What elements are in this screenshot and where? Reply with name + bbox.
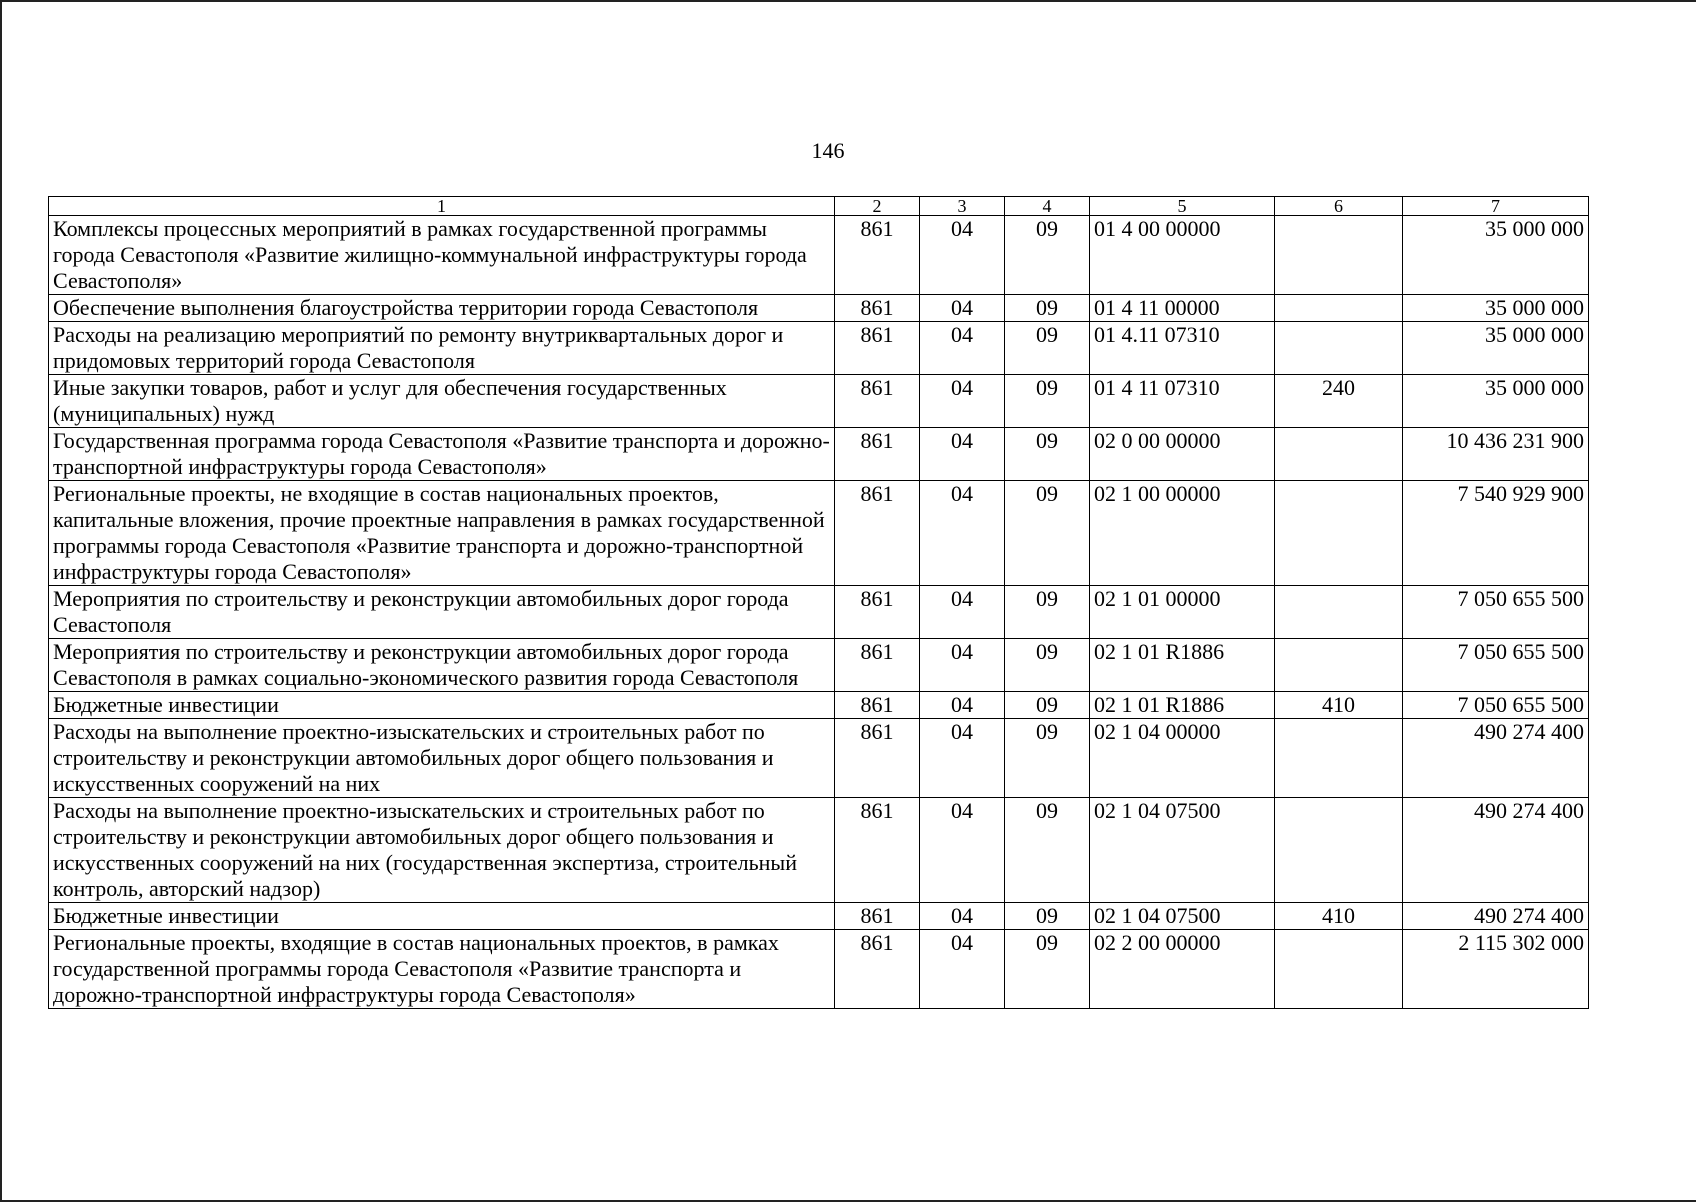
row-col6-cell: 240 xyxy=(1275,375,1403,428)
row-col2-cell: 861 xyxy=(835,322,920,375)
row-amount-cell: 490 274 400 xyxy=(1403,903,1589,930)
row-col6-cell xyxy=(1275,481,1403,586)
row-col6-cell xyxy=(1275,930,1403,1009)
row-amount-cell: 7 050 655 500 xyxy=(1403,692,1589,719)
row-col3-cell: 04 xyxy=(920,295,1005,322)
header-cell-2: 2 xyxy=(835,197,920,216)
row-amount-cell: 35 000 000 xyxy=(1403,295,1589,322)
table-row xyxy=(49,375,1589,428)
row-col2-cell: 861 xyxy=(835,719,920,798)
table-row xyxy=(49,692,1589,719)
table-row xyxy=(49,930,1589,1009)
row-code-cell: 02 1 04 07500 xyxy=(1090,903,1275,930)
row-col6-cell xyxy=(1275,216,1403,295)
row-col3-cell: 04 xyxy=(920,798,1005,903)
header-cell-5: 5 xyxy=(1090,197,1275,216)
row-col2-cell: 861 xyxy=(835,295,920,322)
row-col3-cell: 04 xyxy=(920,692,1005,719)
row-name-cell: Государственная программа города Севастополя «Развитие транспорта и дорожно-транспортной инфраструктуры города Севастополя» xyxy=(49,428,835,481)
row-name-cell: Мероприятия по строительству и реконструкции автомобильных дорог города Севастополя в рамках социально-экономического развития города Севастополя xyxy=(49,639,835,692)
table-row xyxy=(49,719,1589,798)
row-name-cell: Расходы на реализацию мероприятий по ремонту внутриквартальных дорог и придомовых территорий города Севастополя xyxy=(49,322,835,375)
header-row xyxy=(49,197,1589,216)
row-col6-cell xyxy=(1275,798,1403,903)
row-col4-cell: 09 xyxy=(1005,930,1090,1009)
row-code-cell: 01 4 00 00000 xyxy=(1090,216,1275,295)
row-name-cell: Комплексы процессных мероприятий в рамках государственной программы города Севастополя «Развитие жилищно-коммунальной инфраструктуры города Севастополя» xyxy=(49,216,835,295)
row-col3-cell: 04 xyxy=(920,428,1005,481)
row-col2-cell: 861 xyxy=(835,375,920,428)
row-amount-cell: 7 050 655 500 xyxy=(1403,639,1589,692)
row-col6-cell xyxy=(1275,428,1403,481)
header-cell-3: 3 xyxy=(920,197,1005,216)
row-code-cell: 02 2 00 00000 xyxy=(1090,930,1275,1009)
row-col4-cell: 09 xyxy=(1005,639,1090,692)
table-body xyxy=(49,216,1589,1009)
header-cell-6: 6 xyxy=(1275,197,1403,216)
row-code-cell: 01 4 11 00000 xyxy=(1090,295,1275,322)
row-col3-cell: 04 xyxy=(920,481,1005,586)
row-code-cell: 02 1 00 00000 xyxy=(1090,481,1275,586)
header-cell-4: 4 xyxy=(1005,197,1090,216)
row-col4-cell: 09 xyxy=(1005,428,1090,481)
row-col3-cell: 04 xyxy=(920,375,1005,428)
row-col3-cell: 04 xyxy=(920,903,1005,930)
row-code-cell: 02 0 00 00000 xyxy=(1090,428,1275,481)
header-cell-7: 7 xyxy=(1403,197,1589,216)
row-name-cell: Расходы на выполнение проектно-изыскательских и строительных работ по строительству и реконструкции автомобильных дорог общего пользования и искусственных сооружений на них (государственная экспертиза, строительный контроль, авторский надзор) xyxy=(49,798,835,903)
row-col3-cell: 04 xyxy=(920,930,1005,1009)
row-name-cell: Иные закупки товаров, работ и услуг для обеспечения государственных (муниципальных) нужд xyxy=(49,375,835,428)
row-col2-cell: 861 xyxy=(835,692,920,719)
row-col4-cell: 09 xyxy=(1005,798,1090,903)
row-col2-cell: 861 xyxy=(835,930,920,1009)
table-row xyxy=(49,639,1589,692)
row-amount-cell: 35 000 000 xyxy=(1403,375,1589,428)
row-col6-cell xyxy=(1275,639,1403,692)
row-amount-cell: 35 000 000 xyxy=(1403,216,1589,295)
row-col4-cell: 09 xyxy=(1005,295,1090,322)
row-col2-cell: 861 xyxy=(835,428,920,481)
row-col4-cell: 09 xyxy=(1005,375,1090,428)
row-name-cell: Обеспечение выполнения благоустройства территории города Севастополя xyxy=(49,295,835,322)
page-number: 146 xyxy=(811,138,845,163)
row-code-cell: 02 1 01 00000 xyxy=(1090,586,1275,639)
row-code-cell: 02 1 01 R1886 xyxy=(1090,639,1275,692)
table-row xyxy=(49,322,1589,375)
row-code-cell: 02 1 04 07500 xyxy=(1090,798,1275,903)
row-col2-cell: 861 xyxy=(835,903,920,930)
row-name-cell: Бюджетные инвестиции xyxy=(49,692,835,719)
row-col2-cell: 861 xyxy=(835,481,920,586)
table-row xyxy=(49,216,1589,295)
row-code-cell: 02 1 01 R1886 xyxy=(1090,692,1275,719)
budget-table xyxy=(48,196,1589,1009)
row-col6-cell xyxy=(1275,719,1403,798)
row-col6-cell xyxy=(1275,586,1403,639)
row-col2-cell: 861 xyxy=(835,798,920,903)
row-amount-cell: 10 436 231 900 xyxy=(1403,428,1589,481)
row-amount-cell: 490 274 400 xyxy=(1403,719,1589,798)
row-col4-cell: 09 xyxy=(1005,216,1090,295)
row-col4-cell: 09 xyxy=(1005,692,1090,719)
table-row xyxy=(49,798,1589,903)
row-col2-cell: 861 xyxy=(835,639,920,692)
row-col4-cell: 09 xyxy=(1005,903,1090,930)
table-row xyxy=(49,586,1589,639)
row-col3-cell: 04 xyxy=(920,719,1005,798)
row-col3-cell: 04 xyxy=(920,586,1005,639)
table-row xyxy=(49,428,1589,481)
table-row xyxy=(49,481,1589,586)
row-amount-cell: 490 274 400 xyxy=(1403,798,1589,903)
row-col6-cell: 410 xyxy=(1275,903,1403,930)
row-col3-cell: 04 xyxy=(920,639,1005,692)
row-col3-cell: 04 xyxy=(920,216,1005,295)
row-col4-cell: 09 xyxy=(1005,481,1090,586)
row-amount-cell: 7 540 929 900 xyxy=(1403,481,1589,586)
row-amount-cell: 2 115 302 000 xyxy=(1403,930,1589,1009)
row-col3-cell: 04 xyxy=(920,322,1005,375)
row-name-cell: Расходы на выполнение проектно-изыскательских и строительных работ по строительству и реконструкции автомобильных дорог общего пользования и искусственных сооружений на них xyxy=(49,719,835,798)
row-col6-cell xyxy=(1275,295,1403,322)
row-col4-cell: 09 xyxy=(1005,322,1090,375)
row-amount-cell: 35 000 000 xyxy=(1403,322,1589,375)
row-col6-cell: 410 xyxy=(1275,692,1403,719)
row-col2-cell: 861 xyxy=(835,586,920,639)
row-name-cell: Региональные проекты, не входящие в состав национальных проектов, капитальные вложения, прочие проектные направления в рамках государственной программы города Севастополя «Развитие транспорта и дорожно-транспортной инфраструктуры города Севастополя» xyxy=(49,481,835,586)
row-name-cell: Мероприятия по строительству и реконструкции автомобильных дорог города Севастополя xyxy=(49,586,835,639)
row-code-cell: 02 1 04 00000 xyxy=(1090,719,1275,798)
row-amount-cell: 7 050 655 500 xyxy=(1403,586,1589,639)
row-col4-cell: 09 xyxy=(1005,586,1090,639)
table-row xyxy=(49,903,1589,930)
row-code-cell: 01 4 11 07310 xyxy=(1090,375,1275,428)
row-code-cell: 01 4.11 07310 xyxy=(1090,322,1275,375)
row-name-cell: Бюджетные инвестиции xyxy=(49,903,835,930)
table-row xyxy=(49,295,1589,322)
row-col2-cell: 861 xyxy=(835,216,920,295)
header-cell-1: 1 xyxy=(49,197,835,216)
row-col4-cell: 09 xyxy=(1005,719,1090,798)
row-name-cell: Региональные проекты, входящие в состав национальных проектов, в рамках государственной программы города Севастополя «Развитие транспорта и дорожно-транспортной инфраструктуры города Севастополя» xyxy=(49,930,835,1009)
row-col6-cell xyxy=(1275,322,1403,375)
